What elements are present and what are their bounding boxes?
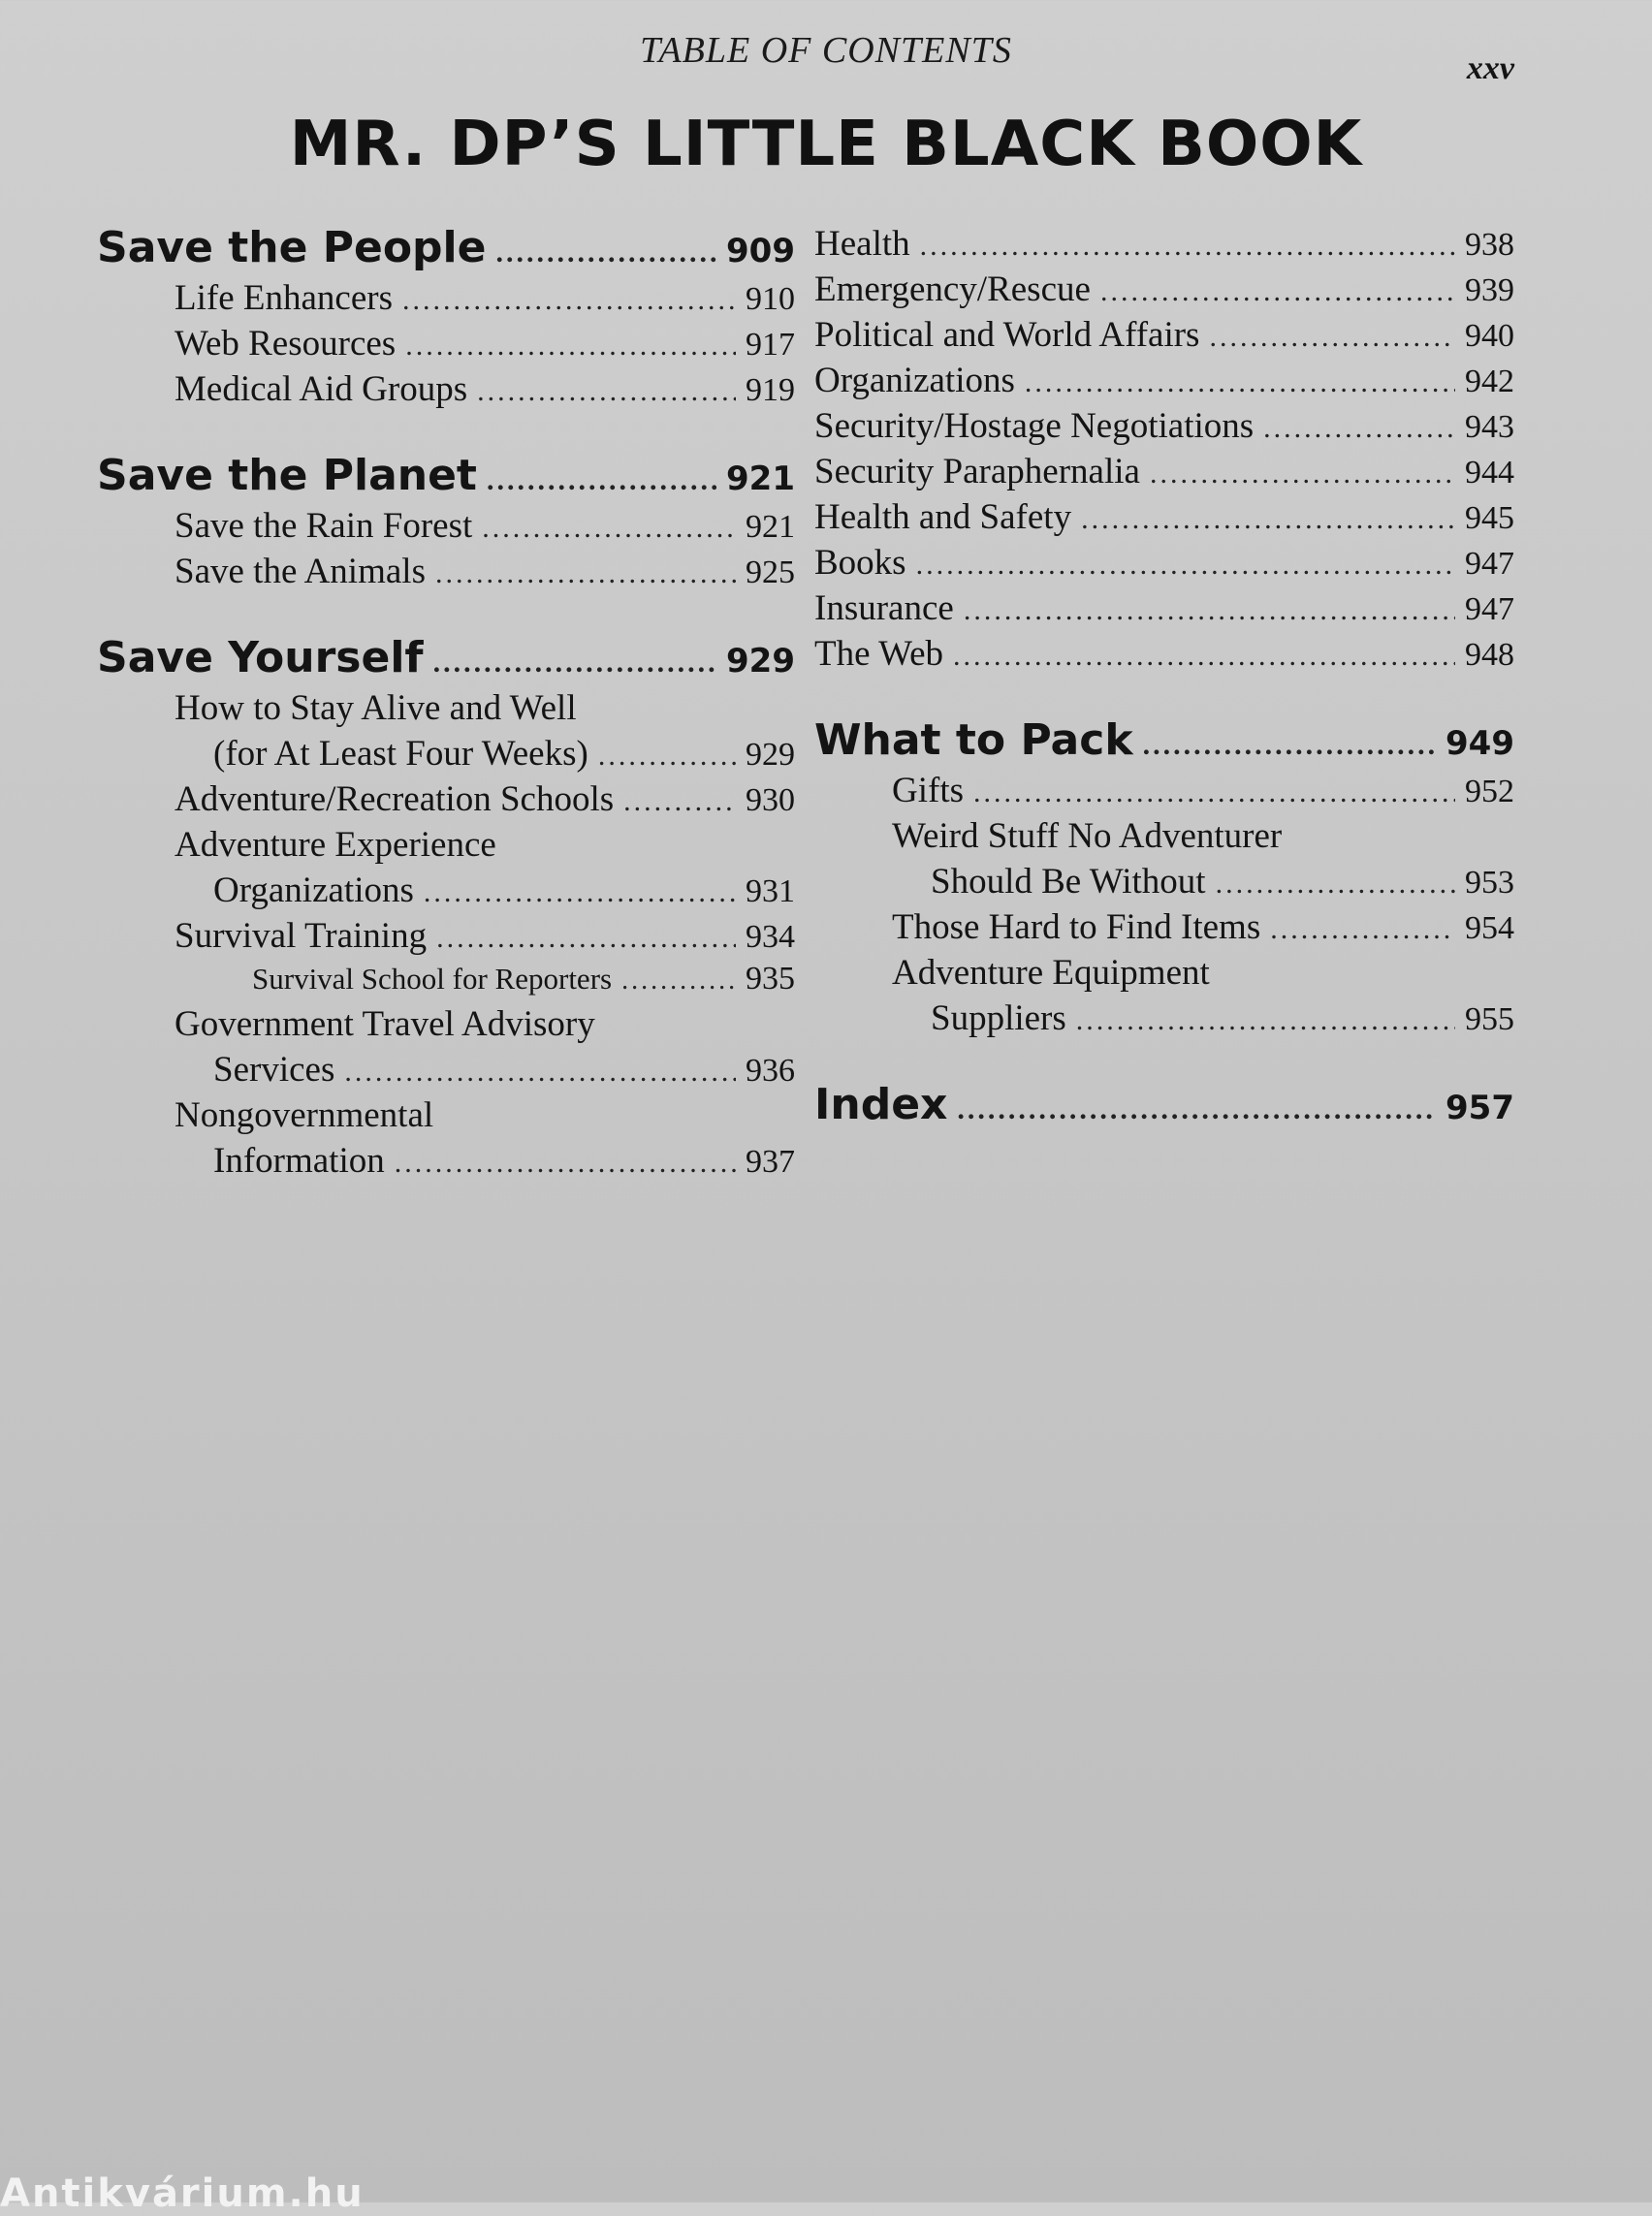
toc-entry (814, 952, 1514, 997)
toc-page-number: 949 (1446, 724, 1514, 763)
dot-leader (487, 451, 716, 500)
toc-entry-label: Those Hard to Find Items (892, 907, 1261, 947)
toc-entry-label: Organizations (814, 361, 1015, 400)
toc-entry-label: Organizations (213, 871, 414, 910)
toc-entry-label: Suppliers (931, 998, 1066, 1038)
toc-page-number: 921 (746, 509, 795, 545)
dot-leader (435, 551, 736, 592)
dot-leader (598, 733, 736, 775)
dot-leader (495, 223, 716, 272)
toc-entry-label: Save the Planet (97, 451, 477, 500)
toc-entry-label: Save the Rain Forest (175, 506, 473, 546)
toc-entry (97, 1094, 795, 1140)
toc-entry (97, 824, 795, 870)
toc-entry-label: (for At Least Four Weeks) (213, 734, 588, 774)
toc-entry-label: Index (814, 1080, 948, 1129)
toc-entry (814, 861, 1514, 906)
toc-page-number: 954 (1465, 910, 1514, 946)
dot-leader (424, 870, 736, 911)
page-title: MR. DP’S LITTLE BLACK BOOK (289, 109, 1363, 180)
toc-entry-label: How to Stay Alive and Well (175, 688, 577, 728)
toc-entry (97, 870, 795, 915)
toc-entry (97, 733, 795, 778)
dot-leader (916, 542, 1455, 584)
toc-entry (814, 269, 1514, 314)
toc-entry-label: Adventure Experience (175, 825, 496, 865)
toc-entry (97, 368, 795, 414)
toc-page-number: 938 (1465, 227, 1514, 263)
toc-entry (814, 451, 1514, 496)
dot-leader (1100, 269, 1455, 310)
toc-entry-label: Security Paraphernalia (814, 452, 1140, 491)
toc-page-number: 931 (746, 873, 795, 909)
toc-page-number: 919 (746, 372, 795, 408)
dot-leader (957, 1080, 1436, 1129)
dot-leader (402, 277, 736, 319)
toc-entry-label: Survival School for Reporters (252, 962, 613, 996)
toc-page-number: 930 (746, 782, 795, 818)
toc-entry (814, 542, 1514, 587)
toc-entry (814, 906, 1514, 952)
toc-page-number: 947 (1465, 591, 1514, 627)
toc-entry-label: Save the People (97, 223, 487, 272)
running-header: TABLE OF CONTENTS (640, 30, 1012, 71)
dot-leader (1270, 906, 1455, 948)
toc-entry (814, 997, 1514, 1043)
watermark: Antikvárium.hu (0, 2171, 365, 2216)
toc-entry (97, 1140, 795, 1186)
dot-leader (405, 323, 736, 364)
toc-entry (814, 405, 1514, 451)
toc-entry (814, 815, 1514, 861)
dot-leader (433, 633, 716, 682)
dot-leader (973, 770, 1455, 811)
toc-entry (814, 360, 1514, 405)
dot-leader (621, 962, 736, 997)
dot-leader (436, 915, 736, 957)
toc-entry (814, 496, 1514, 542)
toc-entry-label: Save Yourself (97, 633, 424, 682)
toc-entry-label: Health and Safety (814, 497, 1072, 537)
toc-entry-label: Weird Stuff No Adventurer (892, 816, 1283, 856)
toc-page-number: 957 (1446, 1089, 1514, 1127)
toc-page-number: 921 (726, 459, 795, 498)
dot-leader (1143, 715, 1436, 765)
toc-entry-label: Web Resources (175, 324, 397, 364)
dot-leader (623, 778, 736, 820)
toc-section-entry (814, 715, 1514, 770)
toc-entry-label: Life Enhancers (175, 278, 393, 318)
toc-entry-label: Information (213, 1141, 385, 1181)
toc-entry-label: Security/Hostage Negotiations (814, 406, 1255, 446)
toc-section-entry (97, 451, 795, 505)
toc-entry (97, 778, 795, 824)
toc-section-entry (814, 1080, 1514, 1134)
section-gap (97, 596, 795, 633)
toc-page-number: 953 (1465, 865, 1514, 901)
toc-page-number: 935 (746, 961, 795, 997)
toc-page-number: 940 (1465, 318, 1514, 354)
toc-entry (97, 915, 795, 961)
toc-entry (97, 505, 795, 551)
toc-page-number: 925 (746, 554, 795, 590)
dot-leader (953, 633, 1455, 675)
toc-entry-label: What to Pack (814, 715, 1133, 765)
dot-leader (1209, 314, 1455, 356)
toc-page-number: 929 (746, 737, 795, 773)
toc-page-number: 934 (746, 919, 795, 955)
toc-entry (814, 587, 1514, 633)
toc-left-column (97, 223, 795, 1186)
section-gap (814, 679, 1514, 715)
section-gap (814, 1043, 1514, 1080)
dot-leader (1150, 451, 1455, 492)
dot-leader (477, 368, 736, 410)
toc-entry-label: Insurance (814, 588, 954, 628)
dot-leader (344, 1049, 736, 1091)
toc-entry-label: Gifts (892, 771, 964, 810)
toc-page-number: 929 (726, 642, 795, 681)
page-folio: xxv (1466, 50, 1514, 86)
toc-page-number: 936 (746, 1053, 795, 1089)
toc-page-number: 942 (1465, 364, 1514, 399)
toc-entry-label: Services (213, 1050, 335, 1090)
toc-page-number: 939 (1465, 272, 1514, 308)
dot-leader (964, 587, 1455, 629)
toc-entry-label: Medical Aid Groups (175, 369, 468, 409)
toc-page-number: 952 (1465, 774, 1514, 809)
toc-entry-label: Nongovernmental (175, 1095, 434, 1135)
toc-entry (97, 277, 795, 323)
toc-entry-label: Government Travel Advisory (175, 1004, 595, 1044)
toc-entry-label: Save the Animals (175, 552, 426, 591)
toc-entry-label: The Web (814, 634, 943, 674)
show-through-ghost (68, 1241, 436, 1299)
toc-page-number: 917 (746, 327, 795, 363)
toc-right-column (814, 223, 1514, 1134)
toc-entry (814, 314, 1514, 360)
toc-page-number: 910 (746, 281, 795, 317)
toc-page-number: 955 (1465, 1001, 1514, 1037)
toc-page-number: 943 (1465, 409, 1514, 445)
toc-entry (97, 961, 795, 1003)
toc-entry-label: Should Be Without (931, 862, 1206, 902)
section-gap (97, 414, 795, 451)
toc-entry-label: Survival Training (175, 916, 428, 956)
dot-leader (1025, 360, 1455, 401)
dot-leader (1081, 496, 1455, 538)
dot-leader (1263, 405, 1455, 447)
toc-entry (97, 323, 795, 368)
toc-entry (97, 1003, 795, 1049)
dot-leader (1216, 861, 1455, 902)
toc-entry (97, 1049, 795, 1094)
toc-entry-label: Health (814, 224, 910, 264)
toc-page-number: 937 (746, 1144, 795, 1180)
toc-entry (97, 687, 795, 733)
toc-section-entry (97, 223, 795, 277)
dot-leader (920, 223, 1455, 265)
toc-entry-label: Emergency/Rescue (814, 269, 1091, 309)
dot-leader (395, 1140, 736, 1182)
toc-entry (814, 633, 1514, 679)
toc-entry-label: Adventure/Recreation Schools (175, 779, 615, 819)
toc-entry-label: Books (814, 543, 906, 583)
toc-page-number: 944 (1465, 455, 1514, 491)
toc-entry-label: Adventure Equipment (892, 953, 1210, 993)
toc-entry-label: Political and World Affairs (814, 315, 1200, 355)
toc-entry (97, 551, 795, 596)
toc-page-number: 947 (1465, 546, 1514, 582)
dot-leader (1076, 997, 1455, 1039)
toc-entry (814, 770, 1514, 815)
toc-section-entry (97, 633, 795, 687)
toc-page-number: 909 (726, 232, 795, 270)
toc-page-number: 948 (1465, 637, 1514, 673)
dot-leader (482, 505, 736, 547)
toc-entry (814, 223, 1514, 269)
toc-page-number: 945 (1465, 500, 1514, 536)
